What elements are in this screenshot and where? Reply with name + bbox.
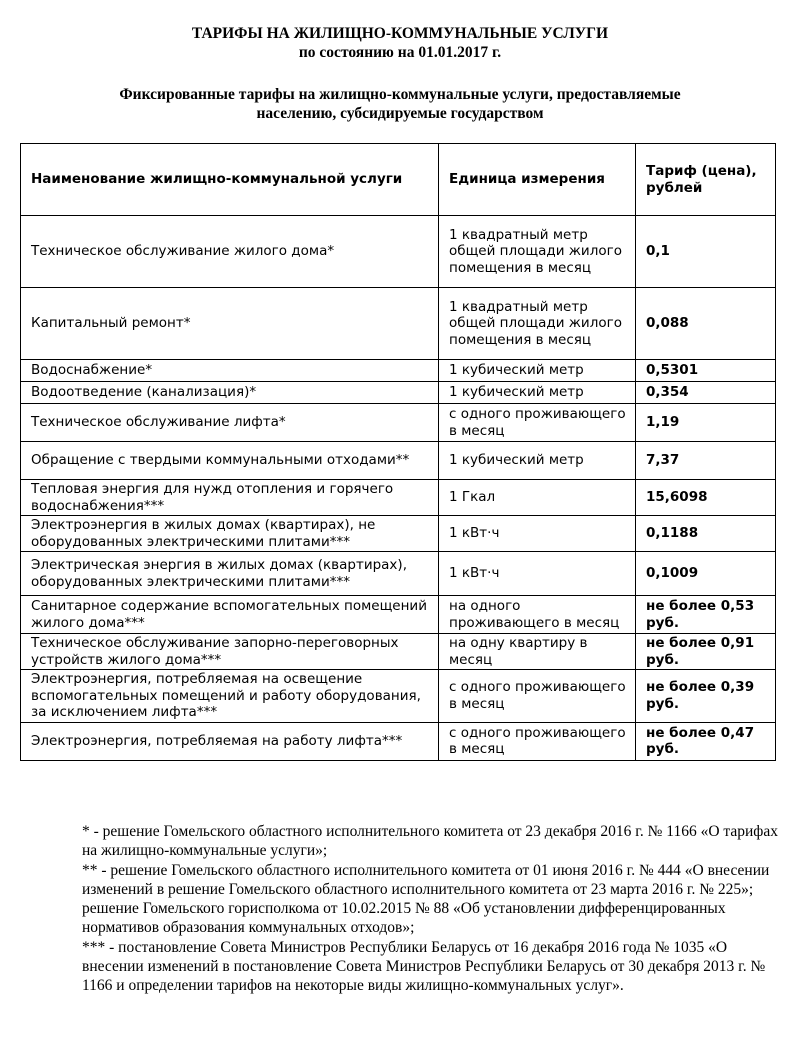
service-name-cell: Электроэнергия в жилых домах (квартирах), не оборудованных электрическими плитами***: [21, 516, 439, 552]
unit-cell: на одного проживающего в месяц: [439, 596, 636, 634]
header-price: Тариф (цена), рублей: [636, 144, 776, 216]
footnote: *** - постановление Совета Министров Республики Беларусь от 16 декабря 2016 года № 1035 «О внесении изменений в постановление Совета Министров Республики Беларусь от 30 декабря 2013 г. № 1166 и определении тарифов на некоторые виды жилищно-коммунальных услуг».: [82, 938, 766, 995]
price-cell: не более 0,91 руб.: [636, 634, 776, 670]
service-name-cell: Техническое обслуживание лифта*: [21, 404, 439, 442]
table-row: [21, 670, 776, 723]
tariffs-table: [20, 143, 776, 761]
price-cell: 0,088: [636, 288, 776, 360]
table-row: [21, 442, 776, 480]
page-title: ТАРИФЫ НА ЖИЛИЩНО-КОММУНАЛЬНЫЕ УСЛУГИ: [191, 25, 609, 42]
table-row: [21, 722, 776, 760]
unit-cell: 1 кубический метр: [439, 442, 636, 480]
unit-cell: с одного проживающего в месяц: [439, 722, 636, 760]
table-body: [21, 216, 776, 761]
service-name-cell: Обращение с твердыми коммунальными отходами**: [21, 442, 439, 480]
table-row: [21, 516, 776, 552]
table-row: [21, 634, 776, 670]
service-name-cell: Тепловая энергия для нужд отопления и горячего водоснабжения***: [21, 480, 439, 516]
footnote: ** - решение Гомельского областного исполнительного комитета от 01 июня 2016 г. № 444 «О внесении изменений в решение Гомельского областного исполнительного комитета от 23 марта 2016 г. № 225»; решение Гомельского горисполкома от 10.02.2015 № 88 «Об установлении дифференцированных нормативов образования коммунальных отходов»;: [82, 861, 770, 937]
table-row: [21, 552, 776, 596]
service-name-cell: Санитарное содержание вспомогательных помещений жилого дома***: [21, 596, 439, 634]
table-row: [21, 596, 776, 634]
unit-cell: 1 кВт·ч: [439, 552, 636, 596]
unit-cell: с одного проживающего в месяц: [439, 670, 636, 723]
price-cell: не более 0,39 руб.: [636, 670, 776, 723]
header-unit: Единица измерения: [439, 144, 636, 216]
service-name-cell: Капитальный ремонт*: [21, 288, 439, 360]
price-cell: 0,5301: [636, 360, 776, 382]
table-header-row: [21, 144, 776, 216]
price-cell: не более 0,53 руб.: [636, 596, 776, 634]
service-name-cell: Электрическая энергия в жилых домах (квартирах), оборудованных электрическими плитами***: [21, 552, 439, 596]
service-name-cell: Водоснабжение*: [21, 360, 439, 382]
service-name-cell: Электроэнергия, потребляемая на работу лифта***: [21, 722, 439, 760]
section-title-line1: Фиксированные тарифы на жилищно-коммунальные услуги, предоставляемые: [119, 86, 681, 103]
table-row: [21, 404, 776, 442]
unit-cell: 1 квадратный метр общей площади жилого помещения в месяц: [439, 288, 636, 360]
unit-cell: 1 кубический метр: [439, 382, 636, 404]
table-row: [21, 480, 776, 516]
footnote: * - решение Гомельского областного исполнительного комитета от 23 декабря 2016 г. № 1166 «О тарифах на жилищно-коммунальные услуги»;: [82, 823, 778, 860]
price-cell: 0,1188: [636, 516, 776, 552]
unit-cell: 1 квадратный метр общей площади жилого помещения в месяц: [439, 216, 636, 288]
price-cell: не более 0,47 руб.: [636, 722, 776, 760]
service-name-cell: Техническое обслуживание жилого дома*: [21, 216, 439, 288]
unit-cell: 1 Гкал: [439, 480, 636, 516]
price-cell: 15,6098: [636, 480, 776, 516]
price-cell: 0,354: [636, 382, 776, 404]
footnotes: [82, 822, 782, 996]
price-cell: 0,1: [636, 216, 776, 288]
price-cell: 0,1009: [636, 552, 776, 596]
price-cell: 1,19: [636, 404, 776, 442]
table-row: [21, 216, 776, 288]
service-name-cell: Электроэнергия, потребляемая на освещение вспомогательных помещений и работу оборудования, за исключением лифта***: [21, 670, 439, 723]
table-row: [21, 360, 776, 382]
section-title-line2: населению, субсидируемые государством: [256, 105, 544, 122]
table-row: [21, 382, 776, 404]
service-name-cell: Водоотведение (канализация)*: [21, 382, 439, 404]
page-date: по состоянию на 01.01.2017 г.: [298, 44, 502, 61]
service-name-cell: Техническое обслуживание запорно-переговорных устройств жилого дома***: [21, 634, 439, 670]
unit-cell: на одну квартиру в месяц: [439, 634, 636, 670]
price-cell: 7,37: [636, 442, 776, 480]
unit-cell: 1 кубический метр: [439, 360, 636, 382]
unit-cell: с одного проживающего в месяц: [439, 404, 636, 442]
unit-cell: 1 кВт·ч: [439, 516, 636, 552]
header-service-name: Наименование жилищно-коммунальной услуги: [21, 144, 439, 216]
table-row: [21, 288, 776, 360]
